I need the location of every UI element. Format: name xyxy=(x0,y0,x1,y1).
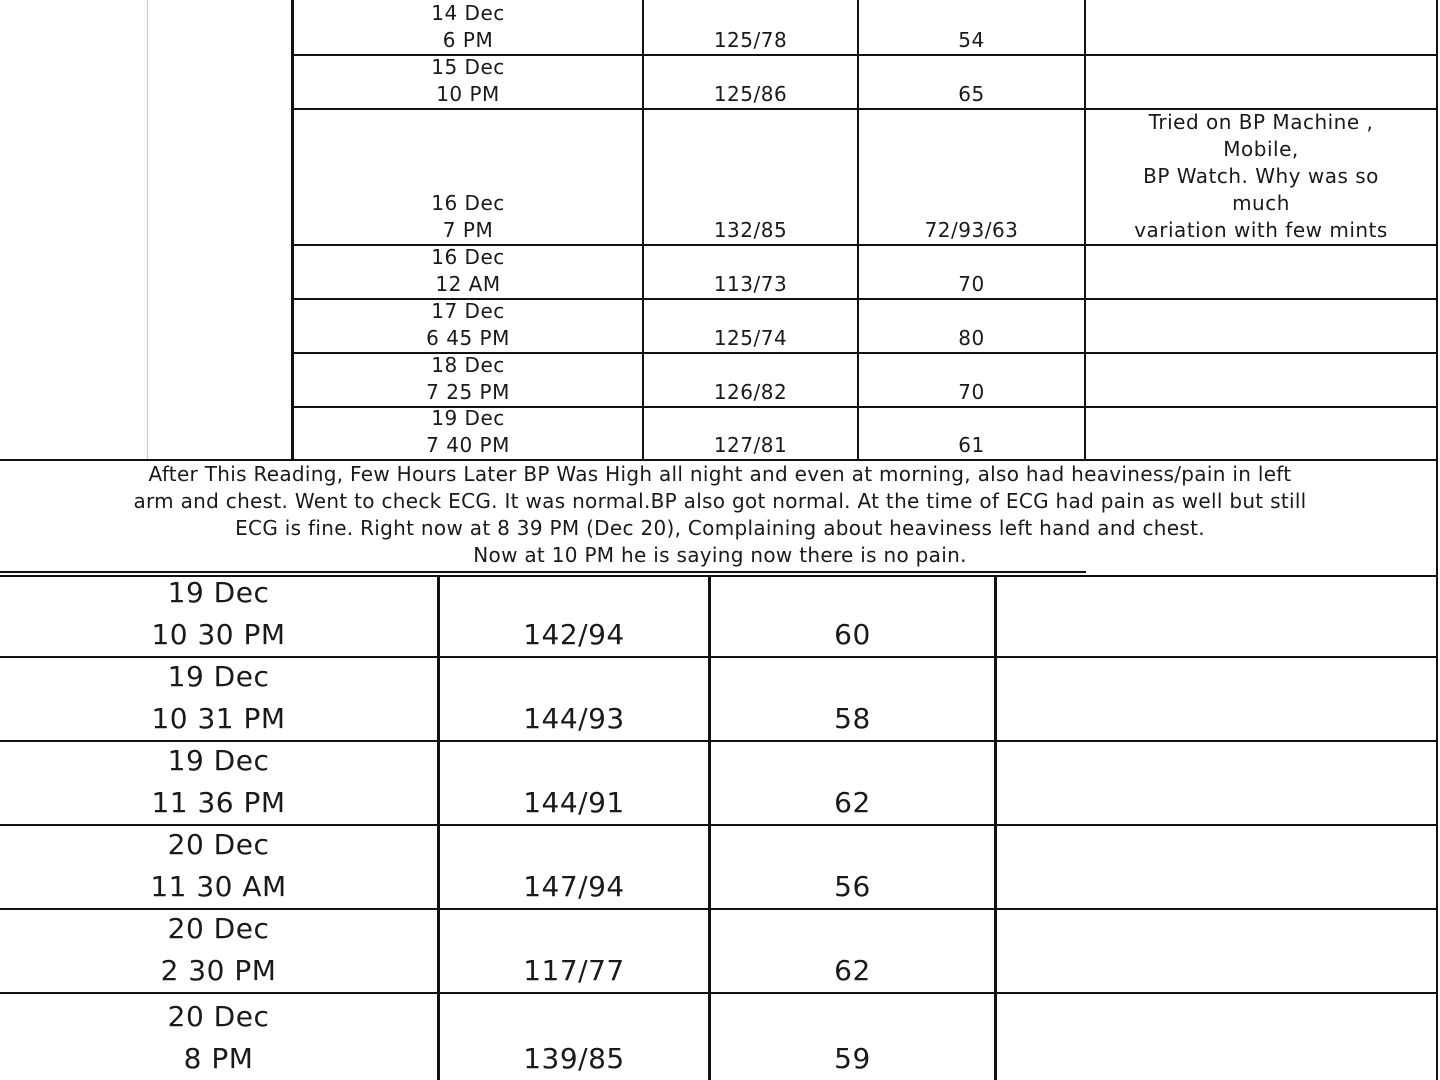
bp-cell xyxy=(440,910,708,992)
reading-date: 19 Dec xyxy=(167,660,270,693)
note-line: ECG is fine. Right now at 8 39 PM (Dec 20), Complaining about heaviness left hand and chest. xyxy=(235,516,1205,540)
table-row-date-cell xyxy=(0,910,437,992)
reading-time: 7 40 PM xyxy=(426,433,510,457)
column-border xyxy=(1436,573,1438,1080)
table-row-date-cell xyxy=(0,577,437,656)
pulse-value: 62 xyxy=(834,786,871,819)
table-row-date-cell xyxy=(0,994,437,1080)
notes-cell xyxy=(1086,110,1436,244)
bp-cell xyxy=(440,742,708,824)
bp-cell xyxy=(644,56,857,108)
note-line: After This Reading, Few Hours Later BP Was High all night and even at morning, also had heaviness/pain in left xyxy=(148,462,1292,486)
pulse-value: 54 xyxy=(958,28,985,52)
bp-value: 117/77 xyxy=(523,954,625,987)
table-row-date-cell xyxy=(294,354,642,406)
pulse-value: 60 xyxy=(834,618,871,651)
pulse-cell xyxy=(859,408,1084,459)
pulse-value: 70 xyxy=(958,380,985,404)
pulse-value: 56 xyxy=(834,870,871,903)
note-line: Tried on BP Machine , xyxy=(1148,110,1374,134)
note-line: much xyxy=(1232,191,1290,215)
bp-cell xyxy=(644,408,857,459)
reading-time: 12 AM xyxy=(435,272,501,296)
pulse-cell xyxy=(859,300,1084,352)
note-line: Mobile, xyxy=(1223,137,1299,161)
reading-date: 19 Dec xyxy=(167,744,270,777)
reading-time: 10 PM xyxy=(436,82,500,106)
bp-value: 139/85 xyxy=(523,1042,625,1075)
reading-time: 6 PM xyxy=(442,28,494,52)
reading-date: 19 Dec xyxy=(167,576,270,609)
bp-value: 127/81 xyxy=(713,433,788,457)
table-row-date-cell xyxy=(294,300,642,352)
reading-date: 19 Dec xyxy=(431,406,505,430)
bp-value: 132/85 xyxy=(713,218,788,242)
pulse-value: 70 xyxy=(958,272,985,296)
note-border xyxy=(1436,461,1438,573)
pulse-cell xyxy=(859,56,1084,108)
reading-date: 18 Dec xyxy=(431,353,505,377)
reading-date: 20 Dec xyxy=(167,1000,270,1033)
note-line: Now at 10 PM he is saying now there is no pain. xyxy=(473,543,967,567)
pulse-cell xyxy=(859,246,1084,298)
column-border xyxy=(994,576,997,1080)
reading-time: 7 PM xyxy=(442,218,494,242)
bp-cell xyxy=(440,826,708,908)
reading-time: 11 30 AM xyxy=(150,870,287,903)
bp-cell xyxy=(644,110,857,244)
bottom-readings-table xyxy=(0,573,1440,1080)
table-row-date-cell xyxy=(0,658,437,740)
table-row-date-cell xyxy=(0,742,437,824)
pulse-value: 59 xyxy=(834,1042,871,1075)
pulse-value: 62 xyxy=(834,954,871,987)
pulse-cell xyxy=(711,910,994,992)
pulse-cell xyxy=(711,577,994,656)
bp-cell xyxy=(644,246,857,298)
bp-cell xyxy=(440,994,708,1080)
table-row-date-cell xyxy=(294,408,642,459)
bp-value: 147/94 xyxy=(523,870,625,903)
bp-cell xyxy=(644,0,857,54)
bp-cell xyxy=(440,658,708,740)
reading-time: 6 45 PM xyxy=(426,326,510,350)
pulse-value: 72/93/63 xyxy=(924,218,1019,242)
bp-value: 113/73 xyxy=(713,272,788,296)
table-row-date-cell xyxy=(294,0,642,54)
observation-note xyxy=(0,461,1440,573)
bp-value: 125/86 xyxy=(713,82,788,106)
bp-value: 144/93 xyxy=(523,702,625,735)
note-line: arm and chest. Went to check ECG. It was normal.BP also got normal. At the time of ECG had pain as well but still xyxy=(133,489,1307,513)
reading-time: 11 36 PM xyxy=(151,786,286,819)
bp-value: 125/74 xyxy=(713,326,788,350)
reading-date: 20 Dec xyxy=(167,912,270,945)
bp-cell xyxy=(644,300,857,352)
pulse-value: 58 xyxy=(834,702,871,735)
bp-cell xyxy=(440,577,708,656)
bp-value: 126/82 xyxy=(713,380,788,404)
reading-date: 16 Dec xyxy=(431,245,505,269)
reading-time: 10 31 PM xyxy=(151,702,286,735)
bp-cell xyxy=(644,354,857,406)
pulse-cell xyxy=(711,658,994,740)
pulse-cell xyxy=(859,110,1084,244)
reading-date: 14 Dec xyxy=(431,1,505,25)
reading-time: 2 30 PM xyxy=(160,954,277,987)
bp-value: 144/91 xyxy=(523,786,625,819)
grid-line xyxy=(147,0,148,461)
pulse-value: 61 xyxy=(958,433,985,457)
bp-value: 142/94 xyxy=(523,618,625,651)
note-line: variation with few mints xyxy=(1134,218,1388,242)
table-row-date-cell xyxy=(294,246,642,298)
table-row-date-cell xyxy=(0,826,437,908)
pulse-cell xyxy=(859,354,1084,406)
top-readings-table xyxy=(0,0,1440,461)
bp-value: 125/78 xyxy=(713,28,788,52)
pulse-cell xyxy=(859,0,1084,54)
pulse-value: 80 xyxy=(958,326,985,350)
table-row-date-cell xyxy=(294,110,642,244)
reading-date: 17 Dec xyxy=(431,299,505,323)
column-border xyxy=(1436,0,1438,461)
reading-time: 8 PM xyxy=(183,1042,254,1075)
table-row-date-cell xyxy=(294,56,642,108)
reading-date: 15 Dec xyxy=(431,55,505,79)
note-line: BP Watch. Why was so xyxy=(1143,164,1379,188)
reading-time: 10 30 PM xyxy=(151,618,286,651)
reading-date: 20 Dec xyxy=(167,828,270,861)
reading-time: 7 25 PM xyxy=(426,380,510,404)
reading-date: 16 Dec xyxy=(431,191,505,215)
pulse-value: 65 xyxy=(958,82,985,106)
pulse-cell xyxy=(711,994,994,1080)
pulse-cell xyxy=(711,742,994,824)
pulse-cell xyxy=(711,826,994,908)
